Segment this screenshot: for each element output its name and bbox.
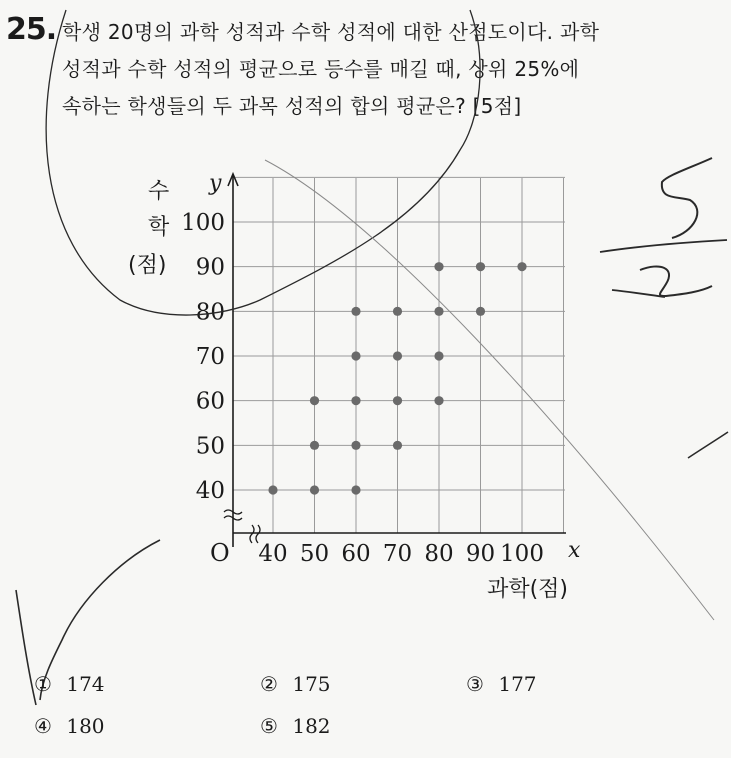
- choice-4[interactable]: ④ 180: [34, 714, 105, 738]
- y-tick-label: 40: [195, 478, 225, 504]
- y-tick-label: 80: [195, 299, 225, 326]
- data-point: [517, 262, 526, 271]
- data-point: [393, 396, 402, 405]
- data-point: [434, 351, 443, 360]
- choice-1[interactable]: ① 174: [34, 672, 105, 696]
- data-point: [476, 262, 485, 271]
- x-tick-label: 70: [382, 541, 413, 567]
- choice-value: 180: [66, 714, 105, 738]
- pencil-scribble-2: [640, 266, 712, 296]
- choice-2[interactable]: ② 175: [260, 672, 331, 696]
- x-tick-label: 40: [258, 541, 288, 567]
- choice-value: 175: [292, 672, 331, 696]
- question-line: 속하는 학생들의 두 과목 성적의 합의 평균은? [5점]: [62, 94, 522, 118]
- y-tick-label: 100: [181, 210, 225, 236]
- data-point: [434, 262, 443, 271]
- pencil-tick-right: [688, 432, 728, 458]
- data-point: [310, 485, 319, 494]
- y-axis-letter: y: [209, 171, 222, 196]
- data-point: [310, 396, 319, 405]
- data-point: [393, 441, 402, 450]
- y-axis-title-part: 학: [148, 215, 170, 240]
- data-point: [351, 441, 360, 450]
- handwritten-marks: [16, 10, 728, 705]
- data-point: [434, 307, 443, 316]
- x-axis-title: 과학(점): [487, 577, 568, 602]
- y-tick-label: 60: [195, 388, 225, 415]
- question-number: 25.: [6, 12, 57, 47]
- x-tick-label: 50: [299, 541, 330, 567]
- choice-value: 177: [498, 672, 537, 696]
- pencil-stroke-left: [16, 590, 36, 705]
- y-tick-label: 70: [195, 344, 225, 370]
- x-tick-label: 80: [424, 541, 454, 567]
- x-tick-label: 90: [465, 541, 496, 567]
- y-tick-label: 90: [195, 254, 225, 281]
- data-point: [393, 307, 402, 316]
- pencil-line-1: [600, 240, 727, 252]
- x-axis-letter: x: [568, 538, 581, 563]
- data-point: [268, 485, 277, 494]
- y-axis-title-part: (점): [128, 253, 167, 278]
- question-line: 성적과 수학 성적의 평균으로 등수를 매길 때, 상위 25%에: [62, 57, 580, 81]
- data-point: [393, 351, 402, 360]
- pencil-curve-large: [46, 10, 480, 315]
- pencil-line-2: [612, 290, 665, 297]
- choice-3[interactable]: ③ 177: [466, 672, 537, 696]
- data-point: [351, 485, 360, 494]
- data-point: [434, 396, 443, 405]
- data-point: [351, 396, 360, 405]
- data-point: [351, 307, 360, 316]
- question-line: 학생 20명의 과학 성적과 수학 성적에 대한 산점도이다. 과학: [62, 20, 600, 44]
- choice-5[interactable]: ⑤ 182: [260, 714, 331, 738]
- origin-label: O: [210, 539, 230, 567]
- y-tick-label: 50: [195, 433, 225, 460]
- data-point: [310, 441, 319, 450]
- x-tick-label: 60: [341, 541, 371, 567]
- data-point: [476, 307, 485, 316]
- x-tick-label: 100: [500, 541, 544, 567]
- choice-value: 182: [292, 714, 331, 738]
- data-point: [351, 351, 360, 360]
- pencil-scribble-5: [662, 158, 712, 238]
- y-axis-title-part: 수: [148, 179, 170, 204]
- choice-value: 174: [66, 672, 105, 696]
